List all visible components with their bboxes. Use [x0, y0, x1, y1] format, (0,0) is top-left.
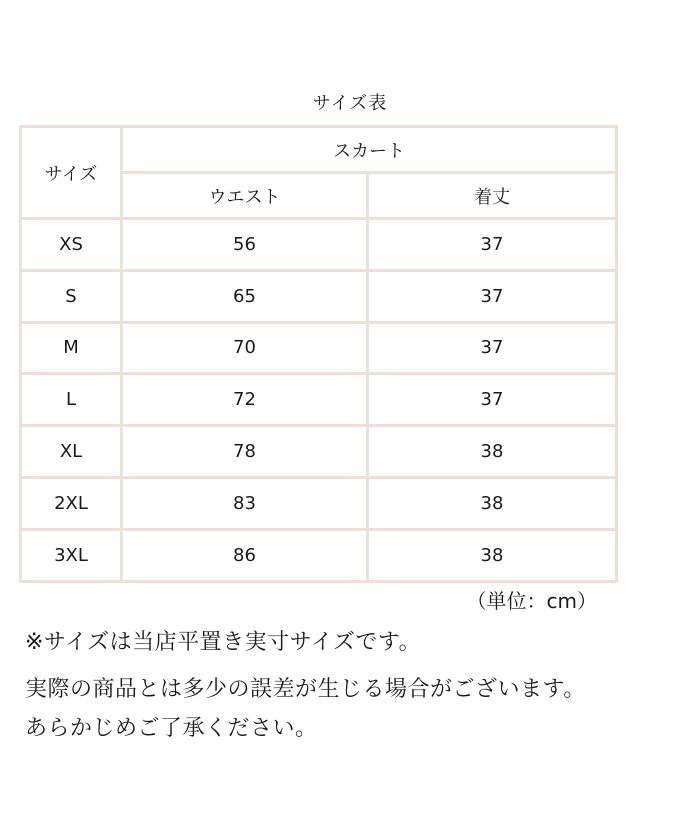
length-cell: 38 [368, 477, 617, 529]
note-line-2: 実際の商品とは多少の誤差が生じる場合がございます。 [25, 677, 586, 702]
length-cell: 37 [368, 374, 617, 426]
length-header: 着丈 [368, 173, 617, 219]
size-header-cell: サイズ [21, 127, 122, 219]
table-row [21, 374, 617, 426]
length-cell: 37 [368, 270, 617, 322]
header-row-group [21, 127, 617, 173]
length-cell: 38 [368, 529, 617, 581]
waist-cell: 78 [122, 426, 368, 478]
page-title: サイズ表 [312, 93, 388, 114]
table-row [21, 270, 617, 322]
length-cell: 37 [368, 322, 617, 374]
unit-label: （単位：cm） [466, 589, 597, 613]
size-cell: XS [21, 219, 122, 271]
size-table [19, 125, 618, 583]
table-row [21, 219, 617, 271]
waist-cell: 56 [122, 219, 368, 271]
size-cell: L [21, 374, 122, 426]
size-cell: 3XL [21, 529, 122, 581]
waist-cell: 65 [122, 270, 368, 322]
waist-cell: 70 [122, 322, 368, 374]
size-cell: XL [21, 426, 122, 478]
length-cell: 38 [368, 426, 617, 478]
waist-cell: 72 [122, 374, 368, 426]
note-line-3: あらかじめご了承ください。 [25, 716, 318, 741]
waist-cell: 86 [122, 529, 368, 581]
table-row [21, 426, 617, 478]
size-cell: M [21, 322, 122, 374]
size-cell: S [21, 270, 122, 322]
table-row [21, 529, 617, 581]
length-cell: 37 [368, 219, 617, 271]
size-cell: 2XL [21, 477, 122, 529]
note-line-1: ※サイズは当店平置き実寸サイズです。 [25, 630, 422, 655]
waist-cell: 83 [122, 477, 368, 529]
table-row [21, 322, 617, 374]
table-row [21, 477, 617, 529]
skirt-group-header: スカート [122, 127, 617, 173]
waist-header: ウエスト [122, 173, 368, 219]
